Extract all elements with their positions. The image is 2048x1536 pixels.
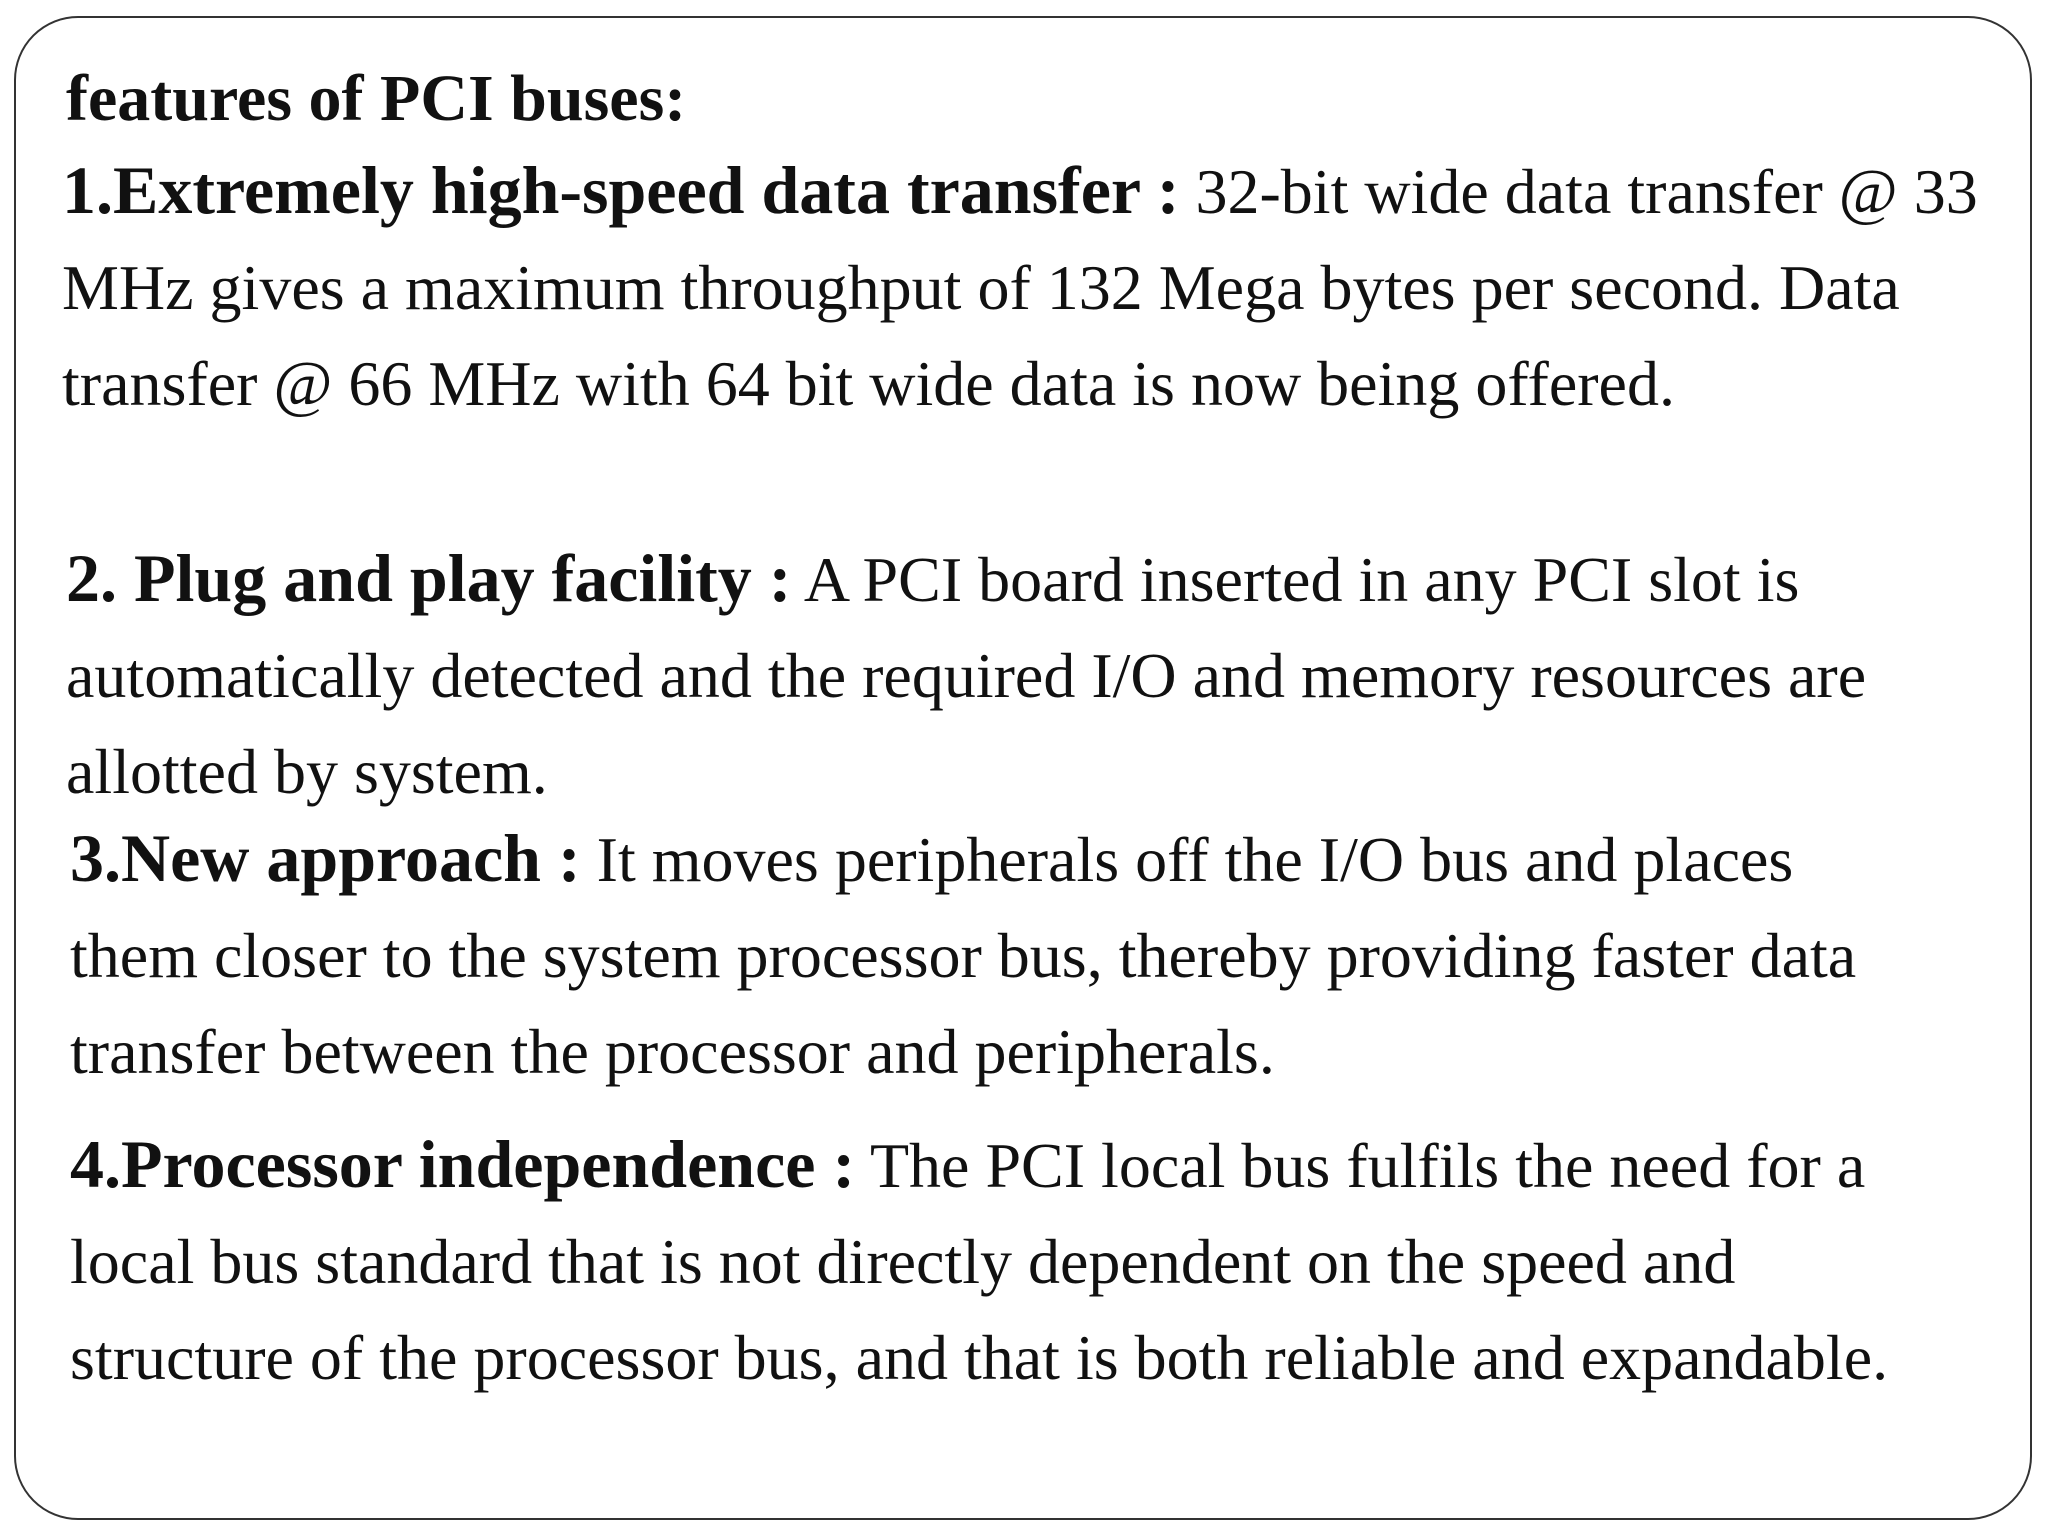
feature-paragraph-3 <box>70 810 1930 1100</box>
feature-paragraph-1 <box>62 142 1992 432</box>
slide-title: features of PCI buses: <box>66 62 687 135</box>
feature-paragraph-2 <box>66 530 1996 820</box>
feature-heading-3: 3.New approach : <box>70 820 581 896</box>
feature-text-2: A PCI board inserted in any PCI slot is automatically detected and the required I/O and memory resources are allotted by system. <box>66 544 1867 807</box>
feature-heading-1: 1.Extremely high-speed data transfer : <box>62 152 1180 228</box>
feature-text-1: 32-bit wide data transfer @ 33 MHz gives a maximum throughput of 132 Mega bytes per second. Data transfer @ 66 MHz with 64 bit wide data is now being offered. <box>62 156 1978 419</box>
feature-paragraph-4 <box>70 1116 1930 1406</box>
feature-heading-4: 4.Processor independence : <box>70 1126 856 1202</box>
feature-text-4: The PCI local bus fulfils the need for a local bus standard that is not directly dependent on the speed and structure of the processor bus, and that is both reliable and expandable. <box>70 1130 1889 1393</box>
feature-text-3: It moves peripherals off the I/O bus and places them closer to the system processor bus, thereby providing faster data transfer between the processor and peripherals. <box>70 824 1857 1087</box>
feature-heading-2: 2. Plug and play facility : <box>66 540 792 616</box>
